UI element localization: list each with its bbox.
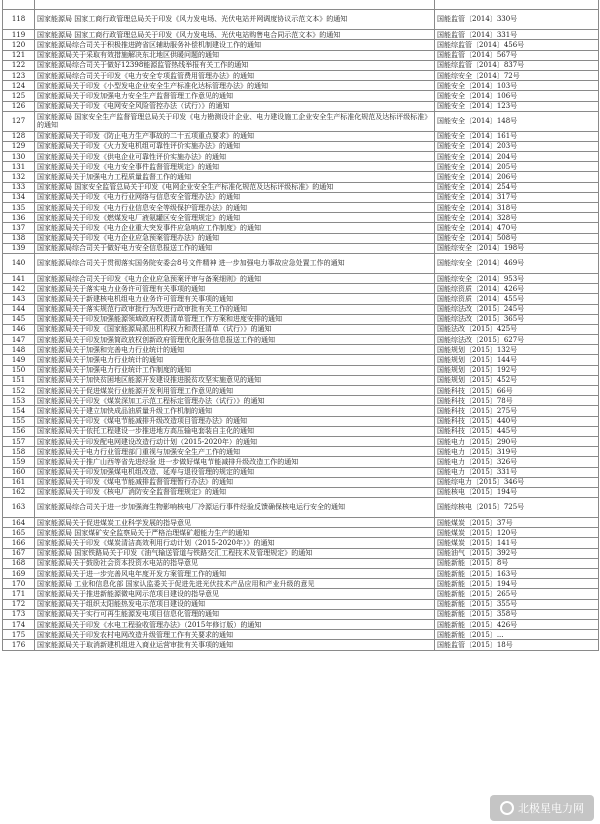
document-title-cell: 国家能源局关于取消新建机组进入商业运营审批有关事项的通知 (35, 640, 435, 650)
table-row (3, 70, 599, 80)
row-number-cell: 128 (3, 131, 35, 141)
row-number-cell: 139 (3, 243, 35, 253)
document-title-cell: 国家能源局综合司关于贯彻落实国务院安委会8号文件精神 进一步加强电力事故应急处置工作的通知 (35, 253, 435, 273)
document-number-cell: 国能综法改〔2015〕365号 (435, 314, 599, 324)
table-body (3, 0, 599, 650)
document-number-cell: 国能监管〔2015〕18号 (435, 640, 599, 650)
document-number-cell: 国能油气〔2015〕392号 (435, 548, 599, 558)
row-number-cell: 126 (3, 101, 35, 111)
document-number-cell: 国能安全〔2014〕328号 (435, 213, 599, 223)
row-number-cell: 154 (3, 406, 35, 416)
table-row (3, 538, 599, 548)
row-number-cell: 174 (3, 619, 35, 629)
document-title-cell: 国家能源局综合司关于进一步加强海生物影响核电厂冷源运行事件经验反馈确保核电运行安全的通知 (35, 498, 435, 518)
document-number-cell: 国能安全〔2014〕148号 (435, 111, 599, 131)
table-row (3, 182, 599, 192)
row-number-cell: 165 (3, 528, 35, 538)
table-row (3, 233, 599, 243)
document-number-cell: 国能综资质〔2014〕455号 (435, 294, 599, 304)
row-number-cell: 135 (3, 203, 35, 213)
document-title-cell: 国家能源局关于印发《防止电力生产事故的二十五项重点要求》的通知 (35, 131, 435, 141)
row-number-cell: 129 (3, 141, 35, 151)
row-number-cell: 133 (3, 182, 35, 192)
row-number-cell: 143 (3, 294, 35, 304)
document-number-cell: 国能监管〔2014〕330号 (435, 10, 599, 30)
document-number-cell: 国能安全〔2014〕204号 (435, 152, 599, 162)
document-title-cell: 国家能源局关于印发《电力行业网络与信息安全管理办法》的通知 (35, 192, 435, 202)
table-row (3, 81, 599, 91)
document-title-cell: 国家能源局关于推进新能源微电网示范项目建设的指导意见 (35, 589, 435, 599)
table-row (3, 50, 599, 60)
document-title-cell: 国家能源局关于印发加强简政放权创新政府管理优化服务信息报送工作的通知 (35, 335, 435, 345)
document-title-cell: 国家能源局 国家工商行政管理总局关于印发《风力发电场、光伏电站购售电合同示范文本》的通知 (35, 30, 435, 40)
table-row (3, 375, 599, 385)
table-row (3, 426, 599, 436)
table-row (3, 335, 599, 345)
row-number-cell: 151 (3, 375, 35, 385)
document-number-cell: 国能法改〔2015〕425号 (435, 324, 599, 334)
document-title-cell: 国家能源局关于印发《电力行业信息安全等级保护管理办法》的通知 (35, 203, 435, 213)
document-number-cell: 国能安全〔2014〕318号 (435, 203, 599, 213)
document-title-cell: 国家能源局关于采取有效措施解决东北地区供暖问题的通知 (35, 50, 435, 60)
row-number-cell: 141 (3, 273, 35, 283)
table-row (3, 599, 599, 609)
document-title-cell: 国家能源局关于促进煤炭行业能源开发利用管理工作意见的通知 (35, 386, 435, 396)
document-number-cell: 国能综核电〔2015〕725号 (435, 498, 599, 518)
document-number-cell: 国能安全〔2014〕123号 (435, 101, 599, 111)
table-row (3, 569, 599, 579)
document-number-cell: 国能煤炭〔2015〕37号 (435, 518, 599, 528)
table-row (3, 273, 599, 283)
row-number-cell: 156 (3, 426, 35, 436)
row-number-cell: 137 (3, 223, 35, 233)
document-number-cell: 国能监管〔2014〕331号 (435, 30, 599, 40)
document-number-cell: 国能安全〔2014〕106号 (435, 91, 599, 101)
document-number-cell: 国能综法改〔2015〕627号 (435, 335, 599, 345)
document-number-cell: 国能科技〔2015〕275号 (435, 406, 599, 416)
row-number-cell: 158 (3, 447, 35, 457)
table-row (3, 10, 599, 30)
document-title-cell: 国家能源局 国家煤矿安全监察局关于严格治理煤矿超能力生产的通知 (35, 528, 435, 538)
table-row (3, 558, 599, 568)
document-title-cell: 国家能源局 工业和信息化部 国家认监委关于促进先进光伏技术产品应用和产业升级的意见 (35, 579, 435, 589)
row-number-cell: 146 (3, 324, 35, 334)
document-title-cell: 国家能源局关于印发加强电力安全生产监督管理工作意见的通知 (35, 91, 435, 101)
row-number-cell: 157 (3, 436, 35, 446)
row-number-cell: 140 (3, 253, 35, 273)
document-title-cell: 国家能源局关于印发《煤炭清洁高效利用行动计划（2015-2020年）》的通知 (35, 538, 435, 548)
document-title-cell: 国家能源局关于印发《电力企业应急预案管理办法》的通知 (35, 233, 435, 243)
row-number-cell: 121 (3, 50, 35, 60)
document-number-cell: 国能综监管〔2014〕456号 (435, 40, 599, 50)
document-title-cell: 国家能源局关于加强电力行业统计的通知 (35, 355, 435, 365)
table-row (3, 0, 599, 10)
document-title-cell (35, 0, 435, 10)
document-title-cell: 国家能源局关于印发加强能源领域政府权责清单管理工作方案和进度安排的通知 (35, 314, 435, 324)
document-number-cell: 国能监管〔2014〕567号 (435, 50, 599, 60)
row-number-cell: 123 (3, 70, 35, 80)
table-row (3, 619, 599, 629)
table-row (3, 477, 599, 487)
document-title-cell: 国家能源局关于加强电力行业统计工作制度的通知 (35, 365, 435, 375)
table-row (3, 314, 599, 324)
table-row (3, 365, 599, 375)
document-title-cell: 国家能源局关于印发《煤炭深加工示范工程标定管理办法（试行）》的通知 (35, 396, 435, 406)
document-number-cell: 国能新能〔2015〕194号 (435, 579, 599, 589)
document-title-cell: 国家能源局 国家工商行政管理总局关于印发《风力发电场、光伏电站并网调度协议示范文本》的通知 (35, 10, 435, 30)
document-title-cell: 国家能源局综合司关于积极推进跨省区辅助服务补偿机制建设工作的通知 (35, 40, 435, 50)
document-title-cell: 国家能源局关于组织太阳能热发电示范项目建设的通知 (35, 599, 435, 609)
table-row (3, 528, 599, 538)
document-number-cell: 国能综监管〔2014〕837号 (435, 60, 599, 70)
table-row (3, 487, 599, 497)
document-title-cell: 国家能源局关于落实规范行政审批行为改进行政审批有关工作的通知 (35, 304, 435, 314)
table-row (3, 447, 599, 457)
table-row (3, 609, 599, 619)
document-title-cell: 国家能源局关于印发《燃煤发电厂液氨罐区安全管理规定》的通知 (35, 213, 435, 223)
table-row (3, 30, 599, 40)
row-number-cell: 150 (3, 365, 35, 375)
document-title-cell: 国家能源局关于电力行业管理部门重视与加强安全生产工作的通知 (35, 447, 435, 457)
table-row (3, 213, 599, 223)
document-number-cell: 国能安全〔2014〕103号 (435, 81, 599, 91)
table-row (3, 284, 599, 294)
document-title-cell: 国家能源局关于推广山西等省先进经验 进一步做好煤电节能减排升级改造工作的通知 (35, 457, 435, 467)
document-number-cell: 国能新能〔2015〕163号 (435, 569, 599, 579)
row-number-cell: 168 (3, 558, 35, 568)
document-title-cell: 国家能源局关于印发《煤电节能减排监督管理暂行办法》的通知 (35, 477, 435, 487)
document-number-cell: 国能核电〔2015〕194号 (435, 487, 599, 497)
row-number-cell: 164 (3, 518, 35, 528)
row-number-cell: 159 (3, 457, 35, 467)
document-title-cell: 国家能源局 国家安全监管总局关于印发《电网企业安全生产标准化规范及达标评级标准》的通知 (35, 182, 435, 192)
document-title-cell: 国家能源局关于鼓励社会资本投资水电站的指导意见 (35, 558, 435, 568)
table-row (3, 467, 599, 477)
document-title-cell: 国家能源局关于印发《小型发电企业安全生产标准化达标管理办法》的通知 (35, 81, 435, 91)
document-number-cell: 国能综资质〔2014〕426号 (435, 284, 599, 294)
document-number-cell: 国能规划〔2015〕144号 (435, 355, 599, 365)
document-title-cell: 国家能源局关于建立加快成品油质量升级工作机制的通知 (35, 406, 435, 416)
table-row (3, 406, 599, 416)
document-title-cell: 国家能源局综合司关于印发《电力企业应急预案评审与备案细则》的通知 (35, 273, 435, 283)
row-number-cell: 144 (3, 304, 35, 314)
document-title-cell: 国家能源局关于印发《供电企业可靠性评价实施办法》的通知 (35, 152, 435, 162)
document-number-cell: 国能煤炭〔2015〕141号 (435, 538, 599, 548)
table-row (3, 131, 599, 141)
table-row (3, 436, 599, 446)
row-number-cell: 132 (3, 172, 35, 182)
table-row (3, 386, 599, 396)
document-number-cell: 国能新能〔2015〕355号 (435, 599, 599, 609)
row-number-cell: 160 (3, 467, 35, 477)
table-row (3, 192, 599, 202)
document-number-cell: 国能综安全〔2014〕198号 (435, 243, 599, 253)
row-number-cell: 153 (3, 396, 35, 406)
row-number-cell: 147 (3, 335, 35, 345)
document-title-cell: 国家能源局 国家安全生产监督管理总局关于印发《电力勘测设计企业、电力建设施工企业安全生产标准化规范及达标评级标准》的通知 (35, 111, 435, 131)
document-number-cell: 国能电力〔2015〕331号 (435, 467, 599, 477)
document-number-cell: 国能安全〔2014〕205号 (435, 162, 599, 172)
table-row (3, 518, 599, 528)
document-title-cell: 国家能源局关于加强电力工程质量监督工作的通知 (35, 172, 435, 182)
table-row (3, 111, 599, 131)
document-number-cell: 国能新能〔2015〕358号 (435, 609, 599, 619)
row-number-cell: 138 (3, 233, 35, 243)
row-number-cell: 134 (3, 192, 35, 202)
document-number-cell: 国能电力〔2015〕326号 (435, 457, 599, 467)
row-number-cell: 176 (3, 640, 35, 650)
row-number-cell: 142 (3, 284, 35, 294)
table-row (3, 345, 599, 355)
table-row (3, 640, 599, 650)
row-number-cell: 173 (3, 609, 35, 619)
row-number-cell: 136 (3, 213, 35, 223)
row-number-cell: 163 (3, 498, 35, 518)
table-row (3, 253, 599, 273)
row-number-cell: 171 (3, 589, 35, 599)
row-number-cell (3, 0, 35, 10)
document-number-cell: 国能新能〔2015〕8号 (435, 558, 599, 568)
document-number-cell: 国能科技〔2015〕445号 (435, 426, 599, 436)
table-row (3, 457, 599, 467)
row-number-cell: 166 (3, 538, 35, 548)
site-watermark (490, 795, 594, 821)
document-title-cell: 国家能源局综合司关于做好12398能源监管热线举报有关工作的通知 (35, 60, 435, 70)
row-number-cell: 118 (3, 10, 35, 30)
document-title-cell: 国家能源局关于促进煤炭工业科学发展的指导意见 (35, 518, 435, 528)
document-title-cell: 国家能源局关于落实电力业务许可管理有关事项的通知 (35, 284, 435, 294)
document-number-cell: 国能综电力〔2015〕346号 (435, 477, 599, 487)
row-number-cell: 119 (3, 30, 35, 40)
document-number-cell: 国能新能〔2015〕426号 (435, 619, 599, 629)
document-title-cell: 国家能源局关于加快贫困地区能源开发建设推进脱贫攻坚实施意见的通知 (35, 375, 435, 385)
table-row (3, 589, 599, 599)
document-number-cell: 国能新能〔2015〕... (435, 630, 599, 640)
document-number-cell: 国能安全〔2014〕203号 (435, 141, 599, 151)
document-number-cell: 国能综安全〔2014〕72号 (435, 70, 599, 80)
document-title-cell: 国家能源局关于加强和完善电力行业统计的通知 (35, 345, 435, 355)
watermark-logo-icon (500, 801, 514, 815)
document-title-cell: 国家能源局关于印发配电网建设改造行动计划（2015-2020年）的通知 (35, 436, 435, 446)
row-number-cell: 167 (3, 548, 35, 558)
document-number-cell: 国能科技〔2015〕66号 (435, 386, 599, 396)
document-title-cell: 国家能源局关于印发加强煤电机组改造、延寿与退役管理的规定的通知 (35, 467, 435, 477)
table-row (3, 243, 599, 253)
document-title-cell: 国家能源局关于印发《火力发电机组可靠性评价实施办法》的通知 (35, 141, 435, 151)
document-title-cell: 国家能源局关于印发《电力安全事件监督管理规定》的通知 (35, 162, 435, 172)
document-number-cell: 国能科技〔2015〕78号 (435, 396, 599, 406)
row-number-cell: 130 (3, 152, 35, 162)
document-number-cell: 国能科技〔2015〕440号 (435, 416, 599, 426)
document-title-cell: 国家能源局关于进一步完善风电年度开发方案管理工作的通知 (35, 569, 435, 579)
row-number-cell: 169 (3, 569, 35, 579)
row-number-cell: 120 (3, 40, 35, 50)
row-number-cell: 145 (3, 314, 35, 324)
table-row (3, 304, 599, 314)
document-title-cell: 国家能源局关于印发《电网安全风险管控办法（试行）》的通知 (35, 101, 435, 111)
document-title-cell: 国家能源局关于印发《水电工程验收管理办法》（2015年修订版）的通知 (35, 619, 435, 629)
row-number-cell: 124 (3, 81, 35, 91)
row-number-cell: 170 (3, 579, 35, 589)
document-number-cell: 国能规划〔2015〕132号 (435, 345, 599, 355)
row-number-cell: 149 (3, 355, 35, 365)
row-number-cell: 122 (3, 60, 35, 70)
document-number-cell: 国能安全〔2014〕206号 (435, 172, 599, 182)
table-row (3, 396, 599, 406)
document-number-cell: 国能综安全〔2014〕953号 (435, 273, 599, 283)
document-title-cell: 国家能源局关于印发《电力企业重大突发事件应急响应工作制度》的通知 (35, 223, 435, 233)
document-number-cell: 国能安全〔2014〕161号 (435, 131, 599, 141)
document-title-cell: 国家能源局关于印发《国家能源局派出机构权力和责任清单（试行）》的通知 (35, 324, 435, 334)
table-row (3, 498, 599, 518)
regulation-list-table (2, 0, 599, 651)
row-number-cell: 161 (3, 477, 35, 487)
document-title-cell: 国家能源局综合司关于印发《电力安全专项监管费用管理办法》的通知 (35, 70, 435, 80)
document-title-cell: 国家能源局综合司关于做好电力安全信息报送工作的通知 (35, 243, 435, 253)
document-title-cell: 国家能源局关于新建核电机组电力业务许可管理有关事项的通知 (35, 294, 435, 304)
document-number-cell: 国能综法改〔2015〕245号 (435, 304, 599, 314)
table-row (3, 60, 599, 70)
table-row (3, 152, 599, 162)
table-row (3, 172, 599, 182)
table-row (3, 324, 599, 334)
watermark-label: 北极星电力网 (518, 802, 584, 815)
document-number-cell: 国能安全〔2014〕508号 (435, 233, 599, 243)
document-number-cell: 国能综安全〔2014〕469号 (435, 253, 599, 273)
table-row (3, 223, 599, 233)
row-number-cell: 127 (3, 111, 35, 131)
row-number-cell: 148 (3, 345, 35, 355)
table-row (3, 416, 599, 426)
table-row (3, 162, 599, 172)
document-title-cell: 国家能源局 国家铁路局关于印发《油气输送管道与铁路交汇工程技术及管理规定》的通知 (35, 548, 435, 558)
document-title-cell: 国家能源局关于印发农村电网改造升级管理工作有关要求的通知 (35, 630, 435, 640)
row-number-cell: 162 (3, 487, 35, 497)
row-number-cell: 152 (3, 386, 35, 396)
table-row (3, 579, 599, 589)
table-row (3, 203, 599, 213)
document-number-cell: 国能安全〔2014〕317号 (435, 192, 599, 202)
document-number-cell: 国能电力〔2015〕319号 (435, 447, 599, 457)
document-number-cell: 国能电力〔2015〕290号 (435, 436, 599, 446)
row-number-cell: 175 (3, 630, 35, 640)
row-number-cell: 172 (3, 599, 35, 609)
table-row (3, 101, 599, 111)
document-title-cell: 国家能源局关于印发《核电厂消防安全监督管理规定》的通知 (35, 487, 435, 497)
document-number-cell: 国能安全〔2014〕254号 (435, 182, 599, 192)
row-number-cell: 155 (3, 416, 35, 426)
row-number-cell: 125 (3, 91, 35, 101)
table-row (3, 91, 599, 101)
document-title-cell: 国家能源局关于印发《煤电节能减排升级改造项目管理办法》的通知 (35, 416, 435, 426)
document-number-cell: 国能新能〔2015〕265号 (435, 589, 599, 599)
document-title-cell: 国家能源局关于实行可再生能源发电项目信息化管理的通知 (35, 609, 435, 619)
table-row (3, 630, 599, 640)
table-row (3, 40, 599, 50)
document-number-cell: 国能规划〔2015〕452号 (435, 375, 599, 385)
table-row (3, 548, 599, 558)
document-number-cell: 国能规划〔2015〕192号 (435, 365, 599, 375)
table-row (3, 355, 599, 365)
document-number-cell: 国能煤炭〔2015〕120号 (435, 528, 599, 538)
table-row (3, 294, 599, 304)
document-number-cell: 国能安全〔2014〕470号 (435, 223, 599, 233)
document-title-cell: 国家能源局关于依托工程建设一步推进地方高压输电套装自主化的通知 (35, 426, 435, 436)
row-number-cell: 131 (3, 162, 35, 172)
table-row (3, 141, 599, 151)
document-number-cell (435, 0, 599, 10)
